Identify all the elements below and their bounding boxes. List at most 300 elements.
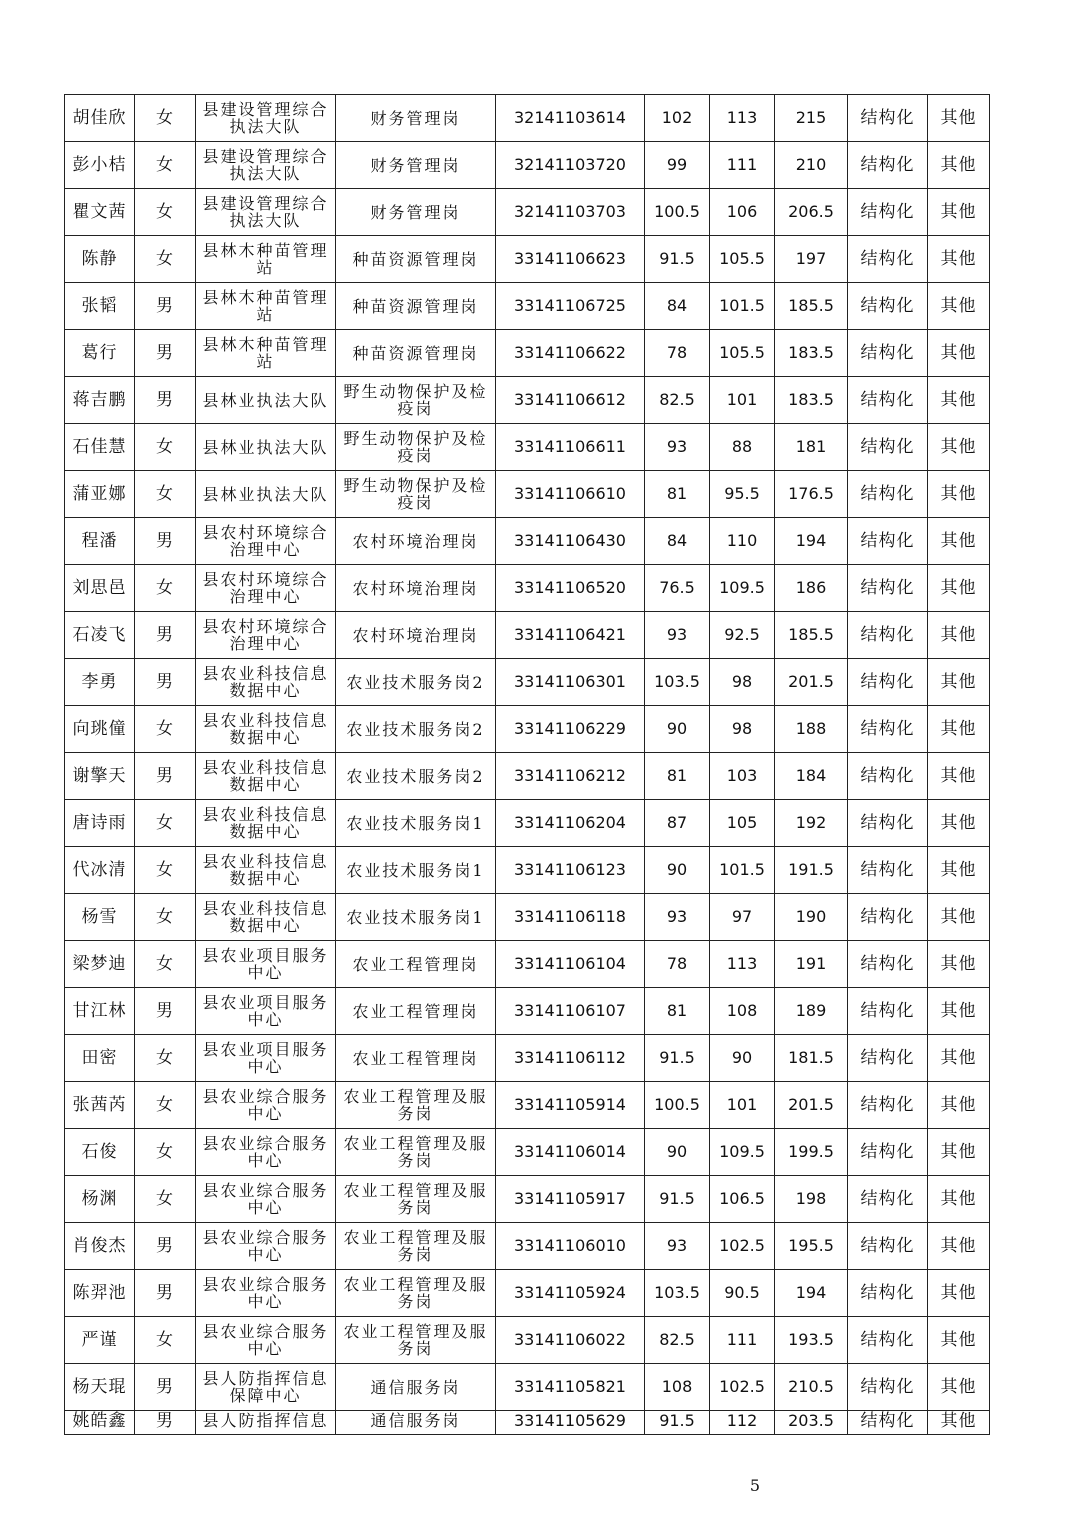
- table-row: [65, 706, 990, 753]
- interview-score-cell: 101.5: [710, 283, 775, 330]
- interview-score-cell: 90.5: [710, 1270, 775, 1317]
- gender-cell: 女: [135, 1035, 196, 1082]
- interview-type-cell: 结构化: [848, 1270, 928, 1317]
- written-score-cell: 81: [645, 988, 710, 1035]
- employer-unit-cell: 县农业科技信息数据中心: [196, 847, 336, 894]
- exam-number-cell: 33141106520: [496, 565, 645, 612]
- category-cell: 其他: [928, 941, 990, 988]
- candidate-name-cell: 谢擎天: [65, 753, 135, 800]
- candidate-name-cell: 石俊: [65, 1129, 135, 1176]
- table-row: [65, 518, 990, 565]
- interview-type-cell: 结构化: [848, 330, 928, 377]
- position-cell: 通信服务岗: [336, 1364, 496, 1411]
- total-score-cell: 194: [775, 1270, 848, 1317]
- position-cell: 农业技术服务岗1: [336, 847, 496, 894]
- position-cell: 种苗资源管理岗: [336, 236, 496, 283]
- position-cell: 财务管理岗: [336, 189, 496, 236]
- interview-score-cell: 103: [710, 753, 775, 800]
- exam-number-cell: 33141106421: [496, 612, 645, 659]
- written-score-cell: 100.5: [645, 1082, 710, 1129]
- position-cell: 种苗资源管理岗: [336, 283, 496, 330]
- candidate-name-cell: 胡佳欣: [65, 95, 135, 142]
- table-row: [65, 894, 990, 941]
- interview-score-cell: 110: [710, 518, 775, 565]
- interview-score-cell: 105: [710, 800, 775, 847]
- exam-number-cell: 33141106610: [496, 471, 645, 518]
- table-row: [65, 1364, 990, 1411]
- gender-cell: 男: [135, 330, 196, 377]
- interview-score-cell: 90: [710, 1035, 775, 1082]
- gender-cell: 女: [135, 847, 196, 894]
- exam-number-cell: 33141106118: [496, 894, 645, 941]
- employer-unit-cell: 县农业综合服务中心: [196, 1129, 336, 1176]
- interview-score-cell: 105.5: [710, 330, 775, 377]
- table-body: [65, 95, 990, 1435]
- interview-score-cell: 106: [710, 189, 775, 236]
- gender-cell: 女: [135, 189, 196, 236]
- position-cell: 农业技术服务岗1: [336, 894, 496, 941]
- candidate-name-cell: 葛行: [65, 330, 135, 377]
- written-score-cell: 87: [645, 800, 710, 847]
- total-score-cell: 194: [775, 518, 848, 565]
- total-score-cell: 185.5: [775, 612, 848, 659]
- candidate-name-cell: 肖俊杰: [65, 1223, 135, 1270]
- interview-type-cell: 结构化: [848, 941, 928, 988]
- exam-number-cell: 33141106123: [496, 847, 645, 894]
- exam-number-cell: 33141106612: [496, 377, 645, 424]
- category-cell: 其他: [928, 424, 990, 471]
- table-row: [65, 142, 990, 189]
- gender-cell: 女: [135, 894, 196, 941]
- employer-unit-cell: 县农业科技信息数据中心: [196, 659, 336, 706]
- table-row: [65, 612, 990, 659]
- total-score-cell: 176.5: [775, 471, 848, 518]
- position-cell: 农业工程管理及服务岗: [336, 1270, 496, 1317]
- exam-number-cell: 33141106014: [496, 1129, 645, 1176]
- written-score-cell: 93: [645, 612, 710, 659]
- total-score-cell: 190: [775, 894, 848, 941]
- total-score-cell: 206.5: [775, 189, 848, 236]
- exam-number-cell: 33141105917: [496, 1176, 645, 1223]
- interview-type-cell: 结构化: [848, 1129, 928, 1176]
- table-row: [65, 1411, 990, 1435]
- gender-cell: 女: [135, 95, 196, 142]
- category-cell: 其他: [928, 1223, 990, 1270]
- gender-cell: 女: [135, 471, 196, 518]
- table-row: [65, 471, 990, 518]
- total-score-cell: 192: [775, 800, 848, 847]
- exam-number-cell: 33141105821: [496, 1364, 645, 1411]
- table-row: [65, 1270, 990, 1317]
- gender-cell: 男: [135, 1223, 196, 1270]
- candidate-name-cell: 瞿文茜: [65, 189, 135, 236]
- category-cell: 其他: [928, 95, 990, 142]
- exam-number-cell: 33141106611: [496, 424, 645, 471]
- employer-unit-cell: 县农业科技信息数据中心: [196, 800, 336, 847]
- exam-number-cell: 33141106107: [496, 988, 645, 1035]
- candidate-name-cell: 刘思邑: [65, 565, 135, 612]
- candidate-name-cell: 蒋吉鹏: [65, 377, 135, 424]
- written-score-cell: 93: [645, 894, 710, 941]
- employer-unit-cell: 县农业项目服务中心: [196, 988, 336, 1035]
- interview-type-cell: 结构化: [848, 988, 928, 1035]
- total-score-cell: 183.5: [775, 330, 848, 377]
- category-cell: 其他: [928, 330, 990, 377]
- candidate-name-cell: 陈羿池: [65, 1270, 135, 1317]
- table-row: [65, 659, 990, 706]
- interview-score-cell: 105.5: [710, 236, 775, 283]
- written-score-cell: 76.5: [645, 565, 710, 612]
- interview-type-cell: 结构化: [848, 894, 928, 941]
- interview-score-cell: 102.5: [710, 1364, 775, 1411]
- candidate-name-cell: 唐诗雨: [65, 800, 135, 847]
- total-score-cell: 191.5: [775, 847, 848, 894]
- interview-score-cell: 108: [710, 988, 775, 1035]
- written-score-cell: 82.5: [645, 377, 710, 424]
- interview-type-cell: 结构化: [848, 1364, 928, 1411]
- gender-cell: 女: [135, 142, 196, 189]
- total-score-cell: 210: [775, 142, 848, 189]
- candidate-name-cell: 田密: [65, 1035, 135, 1082]
- category-cell: 其他: [928, 612, 990, 659]
- page-number: 5: [749, 1476, 761, 1495]
- category-cell: 其他: [928, 236, 990, 283]
- total-score-cell: 195.5: [775, 1223, 848, 1270]
- category-cell: 其他: [928, 565, 990, 612]
- interview-type-cell: 结构化: [848, 142, 928, 189]
- total-score-cell: 189: [775, 988, 848, 1035]
- interview-score-cell: 98: [710, 706, 775, 753]
- written-score-cell: 102: [645, 95, 710, 142]
- written-score-cell: 90: [645, 1129, 710, 1176]
- total-score-cell: 193.5: [775, 1317, 848, 1364]
- position-cell: 农业技术服务岗1: [336, 800, 496, 847]
- interview-score-cell: 95.5: [710, 471, 775, 518]
- gender-cell: 女: [135, 1129, 196, 1176]
- interview-type-cell: 结构化: [848, 612, 928, 659]
- employer-unit-cell: 县农业科技信息数据中心: [196, 894, 336, 941]
- employer-unit-cell: 县林业执法大队: [196, 424, 336, 471]
- category-cell: 其他: [928, 894, 990, 941]
- category-cell: 其他: [928, 1270, 990, 1317]
- exam-number-cell: 33141106112: [496, 1035, 645, 1082]
- interview-type-cell: 结构化: [848, 565, 928, 612]
- category-cell: 其他: [928, 1411, 990, 1435]
- employer-unit-cell: 县人防指挥信息保障中心: [196, 1364, 336, 1411]
- interview-type-cell: 结构化: [848, 518, 928, 565]
- total-score-cell: 181: [775, 424, 848, 471]
- interview-type-cell: 结构化: [848, 1176, 928, 1223]
- exam-number-cell: 33141106229: [496, 706, 645, 753]
- interview-type-cell: 结构化: [848, 847, 928, 894]
- category-cell: 其他: [928, 1035, 990, 1082]
- table-row: [65, 941, 990, 988]
- total-score-cell: 197: [775, 236, 848, 283]
- interview-score-cell: 113: [710, 941, 775, 988]
- interview-score-cell: 111: [710, 142, 775, 189]
- interview-type-cell: 结构化: [848, 800, 928, 847]
- position-cell: 农村环境治理岗: [336, 612, 496, 659]
- table-row: [65, 565, 990, 612]
- category-cell: 其他: [928, 189, 990, 236]
- gender-cell: 女: [135, 565, 196, 612]
- interview-score-cell: 92.5: [710, 612, 775, 659]
- category-cell: 其他: [928, 1129, 990, 1176]
- interview-type-cell: 结构化: [848, 1035, 928, 1082]
- employer-unit-cell: 县农业综合服务中心: [196, 1176, 336, 1223]
- gender-cell: 男: [135, 1364, 196, 1411]
- gender-cell: 男: [135, 1411, 196, 1435]
- gender-cell: 女: [135, 800, 196, 847]
- total-score-cell: 188: [775, 706, 848, 753]
- total-score-cell: 210.5: [775, 1364, 848, 1411]
- exam-number-cell: 33141105924: [496, 1270, 645, 1317]
- interview-type-cell: 结构化: [848, 1223, 928, 1270]
- position-cell: 野生动物保护及检疫岗: [336, 377, 496, 424]
- written-score-cell: 91.5: [645, 236, 710, 283]
- interview-type-cell: 结构化: [848, 1317, 928, 1364]
- table-row: [65, 1035, 990, 1082]
- table-row: [65, 283, 990, 330]
- candidate-name-cell: 蒲亚娜: [65, 471, 135, 518]
- position-cell: 财务管理岗: [336, 142, 496, 189]
- gender-cell: 女: [135, 236, 196, 283]
- category-cell: 其他: [928, 659, 990, 706]
- exam-number-cell: 33141106622: [496, 330, 645, 377]
- candidate-name-cell: 杨天琨: [65, 1364, 135, 1411]
- position-cell: 农业工程管理岗: [336, 1035, 496, 1082]
- exam-number-cell: 33141106725: [496, 283, 645, 330]
- position-cell: 农业技术服务岗2: [336, 659, 496, 706]
- employer-unit-cell: 县农业科技信息数据中心: [196, 706, 336, 753]
- position-cell: 农业工程管理岗: [336, 988, 496, 1035]
- table-row: [65, 1176, 990, 1223]
- written-score-cell: 100.5: [645, 189, 710, 236]
- category-cell: 其他: [928, 706, 990, 753]
- table-row: [65, 424, 990, 471]
- category-cell: 其他: [928, 1176, 990, 1223]
- table-row: [65, 189, 990, 236]
- employer-unit-cell: 县农业综合服务中心: [196, 1317, 336, 1364]
- candidate-name-cell: 杨雪: [65, 894, 135, 941]
- candidate-name-cell: 彭小桔: [65, 142, 135, 189]
- gender-cell: 男: [135, 753, 196, 800]
- interview-type-cell: 结构化: [848, 706, 928, 753]
- total-score-cell: 199.5: [775, 1129, 848, 1176]
- exam-number-cell: 33141106010: [496, 1223, 645, 1270]
- exam-number-cell: 33141106430: [496, 518, 645, 565]
- gender-cell: 女: [135, 424, 196, 471]
- position-cell: 通信服务岗: [336, 1411, 496, 1435]
- position-cell: 农业工程管理及服务岗: [336, 1082, 496, 1129]
- exam-number-cell: 32141103720: [496, 142, 645, 189]
- exam-number-cell: 33141105914: [496, 1082, 645, 1129]
- interview-score-cell: 109.5: [710, 1129, 775, 1176]
- gender-cell: 男: [135, 659, 196, 706]
- interview-score-cell: 97: [710, 894, 775, 941]
- employer-unit-cell: 县农业综合服务中心: [196, 1082, 336, 1129]
- total-score-cell: 181.5: [775, 1035, 848, 1082]
- written-score-cell: 103.5: [645, 1270, 710, 1317]
- category-cell: 其他: [928, 1317, 990, 1364]
- total-score-cell: 185.5: [775, 283, 848, 330]
- written-score-cell: 81: [645, 753, 710, 800]
- employer-unit-cell: 县农业项目服务中心: [196, 1035, 336, 1082]
- position-cell: 农业技术服务岗2: [336, 706, 496, 753]
- category-cell: 其他: [928, 377, 990, 424]
- written-score-cell: 99: [645, 142, 710, 189]
- employer-unit-cell: 县建设管理综合执法大队: [196, 142, 336, 189]
- position-cell: 野生动物保护及检疫岗: [336, 424, 496, 471]
- candidate-name-cell: 姚皓鑫: [65, 1411, 135, 1435]
- written-score-cell: 93: [645, 424, 710, 471]
- position-cell: 农业工程管理及服务岗: [336, 1317, 496, 1364]
- exam-number-cell: 33141106204: [496, 800, 645, 847]
- interview-score-cell: 101.5: [710, 847, 775, 894]
- table-row: [65, 377, 990, 424]
- results-table: [64, 94, 990, 1435]
- employer-unit-cell: 县农村环境综合治理中心: [196, 565, 336, 612]
- gender-cell: 男: [135, 988, 196, 1035]
- total-score-cell: 215: [775, 95, 848, 142]
- position-cell: 种苗资源管理岗: [336, 330, 496, 377]
- written-score-cell: 78: [645, 941, 710, 988]
- total-score-cell: 198: [775, 1176, 848, 1223]
- interview-type-cell: 结构化: [848, 283, 928, 330]
- category-cell: 其他: [928, 753, 990, 800]
- gender-cell: 男: [135, 283, 196, 330]
- candidate-name-cell: 向珧僮: [65, 706, 135, 753]
- category-cell: 其他: [928, 800, 990, 847]
- table-row: [65, 1129, 990, 1176]
- written-score-cell: 78: [645, 330, 710, 377]
- total-score-cell: 201.5: [775, 1082, 848, 1129]
- table-row: [65, 330, 990, 377]
- employer-unit-cell: 县农业综合服务中心: [196, 1223, 336, 1270]
- written-score-cell: 82.5: [645, 1317, 710, 1364]
- candidate-name-cell: 梁梦迪: [65, 941, 135, 988]
- written-score-cell: 90: [645, 847, 710, 894]
- written-score-cell: 91.5: [645, 1411, 710, 1435]
- table-row: [65, 800, 990, 847]
- table-row: [65, 1223, 990, 1270]
- interview-type-cell: 结构化: [848, 659, 928, 706]
- gender-cell: 男: [135, 518, 196, 565]
- interview-score-cell: 112: [710, 1411, 775, 1435]
- table-row: [65, 95, 990, 142]
- gender-cell: 女: [135, 706, 196, 753]
- total-score-cell: 201.5: [775, 659, 848, 706]
- gender-cell: 男: [135, 612, 196, 659]
- exam-number-cell: 33141106301: [496, 659, 645, 706]
- position-cell: 农村环境治理岗: [336, 518, 496, 565]
- interview-type-cell: 结构化: [848, 753, 928, 800]
- employer-unit-cell: 县农村环境综合治理中心: [196, 612, 336, 659]
- employer-unit-cell: 县林木种苗管理站: [196, 236, 336, 283]
- employer-unit-cell: 县农业综合服务中心: [196, 1270, 336, 1317]
- exam-number-cell: 32141103614: [496, 95, 645, 142]
- exam-number-cell: 32141103703: [496, 189, 645, 236]
- written-score-cell: 84: [645, 283, 710, 330]
- employer-unit-cell: 县农业科技信息数据中心: [196, 753, 336, 800]
- total-score-cell: 183.5: [775, 377, 848, 424]
- table-row: [65, 236, 990, 283]
- interview-score-cell: 101: [710, 377, 775, 424]
- gender-cell: 女: [135, 941, 196, 988]
- interview-type-cell: 结构化: [848, 471, 928, 518]
- interview-score-cell: 88: [710, 424, 775, 471]
- category-cell: 其他: [928, 283, 990, 330]
- total-score-cell: 191: [775, 941, 848, 988]
- employer-unit-cell: 县林木种苗管理站: [196, 283, 336, 330]
- interview-type-cell: 结构化: [848, 1411, 928, 1435]
- category-cell: 其他: [928, 988, 990, 1035]
- position-cell: 农村环境治理岗: [336, 565, 496, 612]
- position-cell: 农业工程管理及服务岗: [336, 1176, 496, 1223]
- gender-cell: 男: [135, 1270, 196, 1317]
- total-score-cell: 186: [775, 565, 848, 612]
- position-cell: 野生动物保护及检疫岗: [336, 471, 496, 518]
- written-score-cell: 90: [645, 706, 710, 753]
- table-row: [65, 753, 990, 800]
- written-score-cell: 91.5: [645, 1176, 710, 1223]
- candidate-name-cell: 代冰清: [65, 847, 135, 894]
- candidate-name-cell: 杨渊: [65, 1176, 135, 1223]
- candidate-name-cell: 严谨: [65, 1317, 135, 1364]
- interview-score-cell: 101: [710, 1082, 775, 1129]
- gender-cell: 女: [135, 1176, 196, 1223]
- total-score-cell: 184: [775, 753, 848, 800]
- interview-score-cell: 98: [710, 659, 775, 706]
- interview-score-cell: 111: [710, 1317, 775, 1364]
- position-cell: 财务管理岗: [336, 95, 496, 142]
- exam-number-cell: 33141105629: [496, 1411, 645, 1435]
- written-score-cell: 84: [645, 518, 710, 565]
- exam-number-cell: 33141106104: [496, 941, 645, 988]
- position-cell: 农业工程管理岗: [336, 941, 496, 988]
- gender-cell: 女: [135, 1317, 196, 1364]
- candidate-name-cell: 甘江林: [65, 988, 135, 1035]
- interview-type-cell: 结构化: [848, 1082, 928, 1129]
- gender-cell: 女: [135, 1082, 196, 1129]
- interview-type-cell: 结构化: [848, 377, 928, 424]
- table-row: [65, 1082, 990, 1129]
- position-cell: 农业技术服务岗2: [336, 753, 496, 800]
- category-cell: 其他: [928, 847, 990, 894]
- written-score-cell: 103.5: [645, 659, 710, 706]
- category-cell: 其他: [928, 1364, 990, 1411]
- interview-type-cell: 结构化: [848, 95, 928, 142]
- position-cell: 农业工程管理及服务岗: [336, 1223, 496, 1270]
- employer-unit-cell: 县农村环境综合治理中心: [196, 518, 336, 565]
- candidate-name-cell: 石佳慧: [65, 424, 135, 471]
- employer-unit-cell: 县人防指挥信息: [196, 1411, 336, 1435]
- position-cell: 农业工程管理及服务岗: [336, 1129, 496, 1176]
- written-score-cell: 81: [645, 471, 710, 518]
- employer-unit-cell: 县农业项目服务中心: [196, 941, 336, 988]
- interview-type-cell: 结构化: [848, 189, 928, 236]
- exam-number-cell: 33141106212: [496, 753, 645, 800]
- interview-type-cell: 结构化: [848, 424, 928, 471]
- written-score-cell: 108: [645, 1364, 710, 1411]
- candidate-name-cell: 程潘: [65, 518, 135, 565]
- employer-unit-cell: 县林木种苗管理站: [196, 330, 336, 377]
- total-score-cell: 203.5: [775, 1411, 848, 1435]
- table-row: [65, 988, 990, 1035]
- interview-type-cell: 结构化: [848, 236, 928, 283]
- gender-cell: 男: [135, 377, 196, 424]
- employer-unit-cell: 县建设管理综合执法大队: [196, 189, 336, 236]
